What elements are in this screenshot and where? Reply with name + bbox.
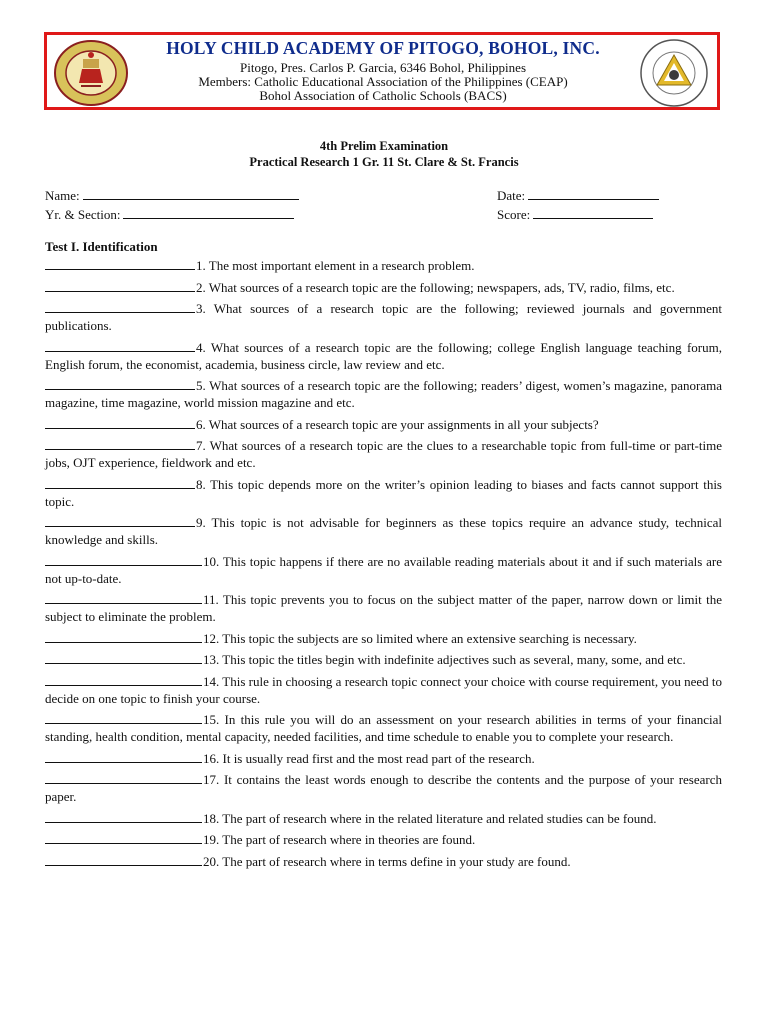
bacs-seal-logo <box>639 38 709 108</box>
question-item <box>45 300 722 334</box>
question-item <box>45 711 722 745</box>
question-text: 12. This topic the subjects are so limited where an extensive searching is necessary. <box>203 630 637 646</box>
test-heading: Test I. Identification <box>45 239 158 254</box>
section-label: Yr. & Section: <box>45 207 121 222</box>
exam-subtitle: Practical Research 1 Gr. 11 St. Clare & St. Francis <box>249 155 519 169</box>
answer-blank[interactable] <box>45 257 195 270</box>
question-text: 6. What sources of a research topic are your assignments in all your subjects? <box>196 416 599 432</box>
name-field <box>45 187 299 204</box>
question-text: 9. This topic is not advisable for beginners as these topics require an advance study, technical knowledge and skills. <box>45 515 722 547</box>
question-text: 20. The part of research where in terms define in your study are found. <box>203 853 571 869</box>
answer-blank[interactable] <box>45 831 202 844</box>
date-blank[interactable] <box>528 187 659 200</box>
question-item <box>45 853 722 870</box>
question-item <box>45 673 722 707</box>
section-field <box>45 206 294 223</box>
school-address: Pitogo, Pres. Carlos P. Garcia, 6346 Bohol, Philippines <box>240 60 526 75</box>
question-item <box>45 257 722 274</box>
school-name: HOLY CHILD ACADEMY OF PITOGO, BOHOL, INC. <box>166 38 600 58</box>
question-item <box>45 377 722 411</box>
question-text: 15. In this rule you will do an assessment on your research abilities in terms of your financial standing, health condition, mental capacity, needed facilities, and time schedule to enable you to complete your research. <box>45 712 722 744</box>
answer-blank[interactable] <box>45 630 202 643</box>
question-item <box>45 750 722 767</box>
membership-line: Members: Catholic Educational Association of the Philippines (CEAP) <box>198 74 568 89</box>
date-label: Date: <box>497 188 526 203</box>
answer-blank[interactable] <box>45 673 202 686</box>
score-field <box>497 206 653 223</box>
question-item <box>45 279 722 296</box>
answer-blank[interactable] <box>45 553 202 566</box>
answer-blank[interactable] <box>45 750 202 763</box>
question-text: 17. It contains the least words enough to describe the contents and the purpose of your research paper. <box>45 772 722 804</box>
score-label: Score: <box>497 207 531 222</box>
answer-blank[interactable] <box>45 651 202 664</box>
question-item <box>45 810 722 827</box>
school-seal-logo <box>53 39 129 107</box>
question-item <box>45 339 722 373</box>
question-item <box>45 553 722 587</box>
answer-blank[interactable] <box>45 771 202 784</box>
question-text: 3. What sources of a research topic are the following; reviewed journals and government publications. <box>45 301 722 333</box>
answer-blank[interactable] <box>45 416 195 429</box>
question-item <box>45 437 722 471</box>
question-list <box>45 257 722 874</box>
question-text: 1. The most important element in a research problem. <box>196 258 475 273</box>
question-item <box>45 591 722 625</box>
answer-blank[interactable] <box>45 853 202 866</box>
exam-title: 4th Prelim Examination <box>319 139 449 153</box>
score-blank[interactable] <box>533 206 653 219</box>
date-field <box>497 187 659 204</box>
question-text: 13. This topic the titles begin with indefinite adjectives such as several, many, some, and etc. <box>203 652 686 667</box>
question-text: 7. What sources of a research topic are the clues to a researchable topic from full-time or part-time jobs, OJT experience, fieldwork and etc. <box>45 438 722 470</box>
question-item <box>45 416 722 433</box>
answer-blank[interactable] <box>45 300 195 313</box>
question-text: 16. It is usually read first and the most read part of the research. <box>203 750 535 766</box>
answer-blank[interactable] <box>45 810 202 823</box>
name-label: Name: <box>45 188 80 203</box>
association-line: Bohol Association of Catholic Schools (BACS) <box>259 88 507 103</box>
question-text: 2. What sources of a research topic are the following; newspapers, ads, TV, radio, films, etc. <box>196 279 675 295</box>
school-header <box>44 32 720 110</box>
question-text: 18. The part of research where in the related literature and related studies can be found. <box>203 810 657 826</box>
question-text: 19. The part of research where in theories are found. <box>203 832 476 847</box>
question-item <box>45 771 722 805</box>
answer-blank[interactable] <box>45 279 195 292</box>
question-item <box>45 831 722 848</box>
question-text: 5. What sources of a research topic are the following; readers’ digest, women’s magazine, panorama magazine, time magazine, world mission magazine and etc. <box>45 378 722 410</box>
answer-blank[interactable] <box>45 377 195 390</box>
question-text: 11. This topic prevents you to focus on the subject matter of the paper, narrow down or limit the subject to eliminate the problem. <box>45 592 722 624</box>
question-text: 8. This topic depends more on the writer’s opinion leading to biases and facts cannot support this topic. <box>45 476 722 509</box>
question-item <box>45 476 722 510</box>
name-blank[interactable] <box>83 187 299 200</box>
section-blank[interactable] <box>123 206 294 219</box>
question-item <box>45 514 722 548</box>
answer-blank[interactable] <box>45 437 195 450</box>
question-item <box>45 651 722 668</box>
question-text: 4. What sources of a research topic are the following; college English language teaching forum, English forum, the economist, academia, business circle, law review and etc. <box>45 339 722 372</box>
answer-blank[interactable] <box>45 476 195 489</box>
answer-blank[interactable] <box>45 591 202 604</box>
question-text: 10. This topic happens if there are no available reading materials about it and if such materials are not up-to-date. <box>45 553 722 586</box>
question-item <box>45 630 722 647</box>
answer-blank[interactable] <box>45 514 195 527</box>
answer-blank[interactable] <box>45 339 195 352</box>
answer-blank[interactable] <box>45 711 202 724</box>
question-text: 14. This rule in choosing a research topic connect your choice with course requirement, you need to decide on one topic to finish your course. <box>45 673 722 706</box>
